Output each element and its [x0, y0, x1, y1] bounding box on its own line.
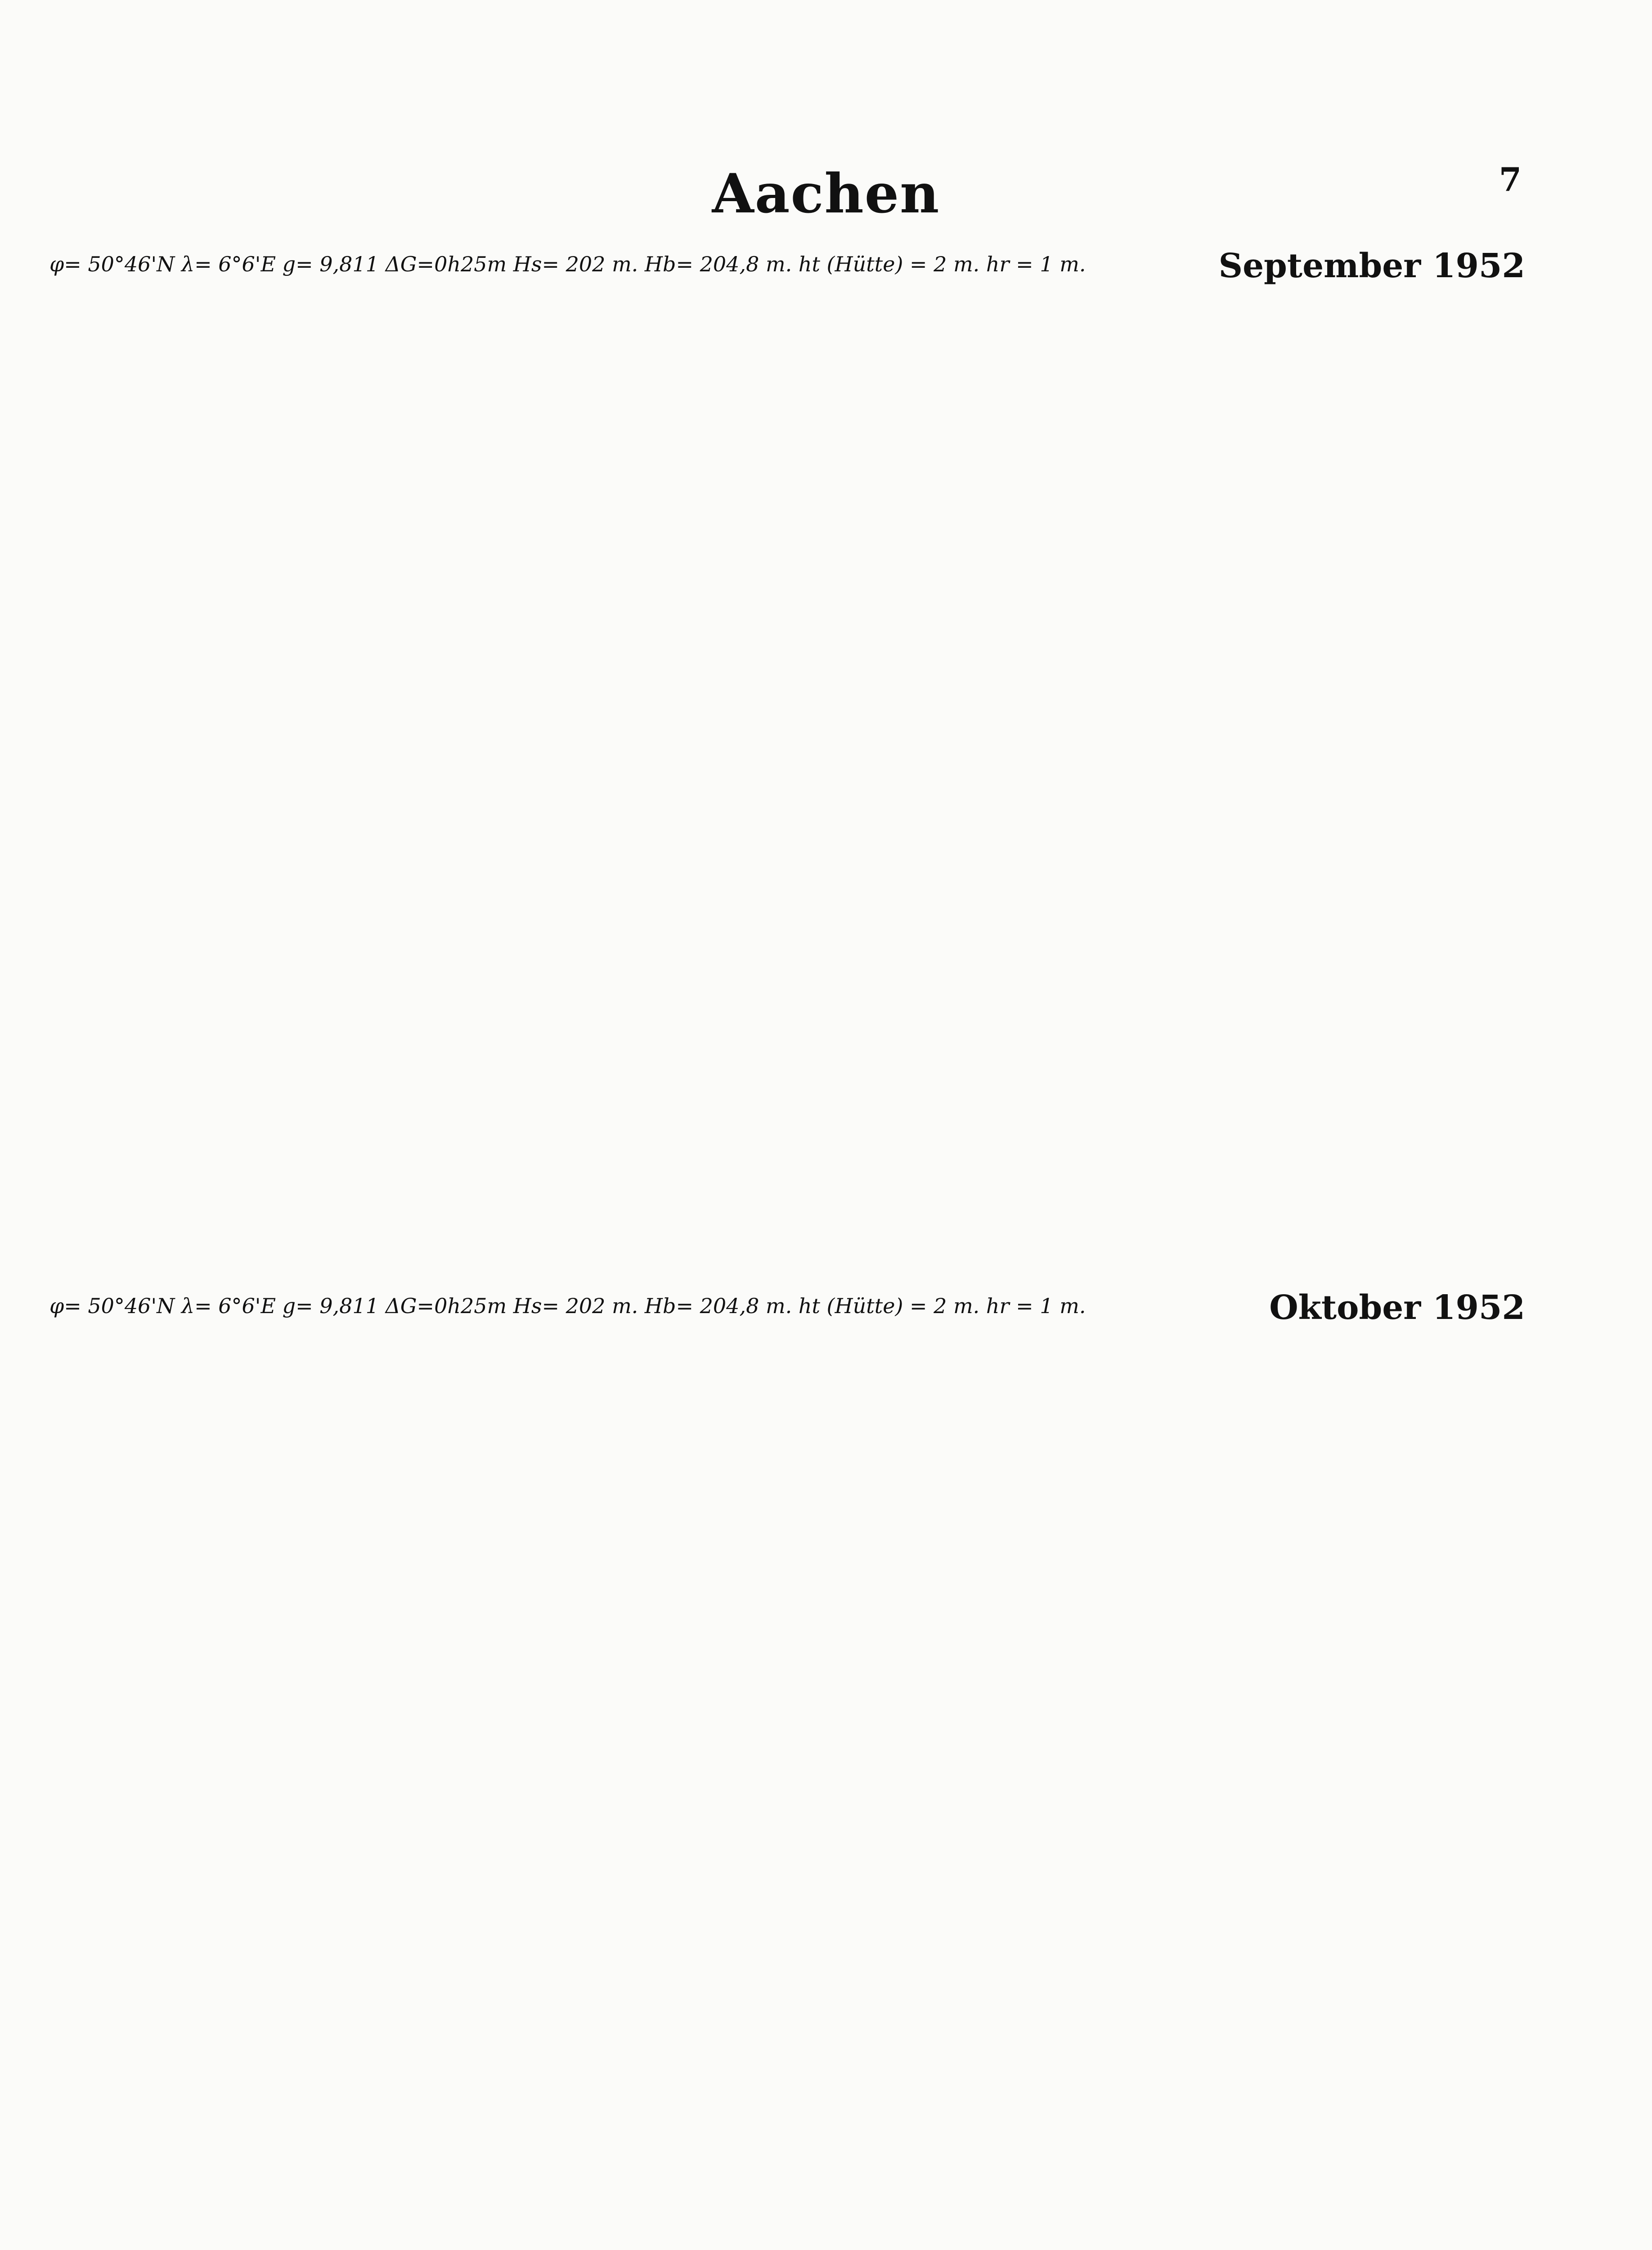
- station-meta-october: [49, 1288, 1525, 1327]
- station-meta-text: φ= 50°46'N λ= 6°6'E g= 9,811 ΔG=0h25m Hs= 202 m. Hb= 204,8 m. ht (Hütte) = 2 m. hr = 1 m.: [49, 252, 1086, 276]
- page-number: 7: [1499, 160, 1522, 198]
- month-heading: September 1952: [1218, 247, 1525, 285]
- station-meta-september: [49, 247, 1525, 285]
- page-title: Aachen: [712, 162, 940, 225]
- month-heading: Oktober 1952: [1269, 1288, 1525, 1327]
- station-meta-text: φ= 50°46'N λ= 6°6'E g= 9,811 ΔG=0h25m Hs= 202 m. Hb= 204,8 m. ht (Hütte) = 2 m. hr = 1 m.: [49, 1294, 1086, 1318]
